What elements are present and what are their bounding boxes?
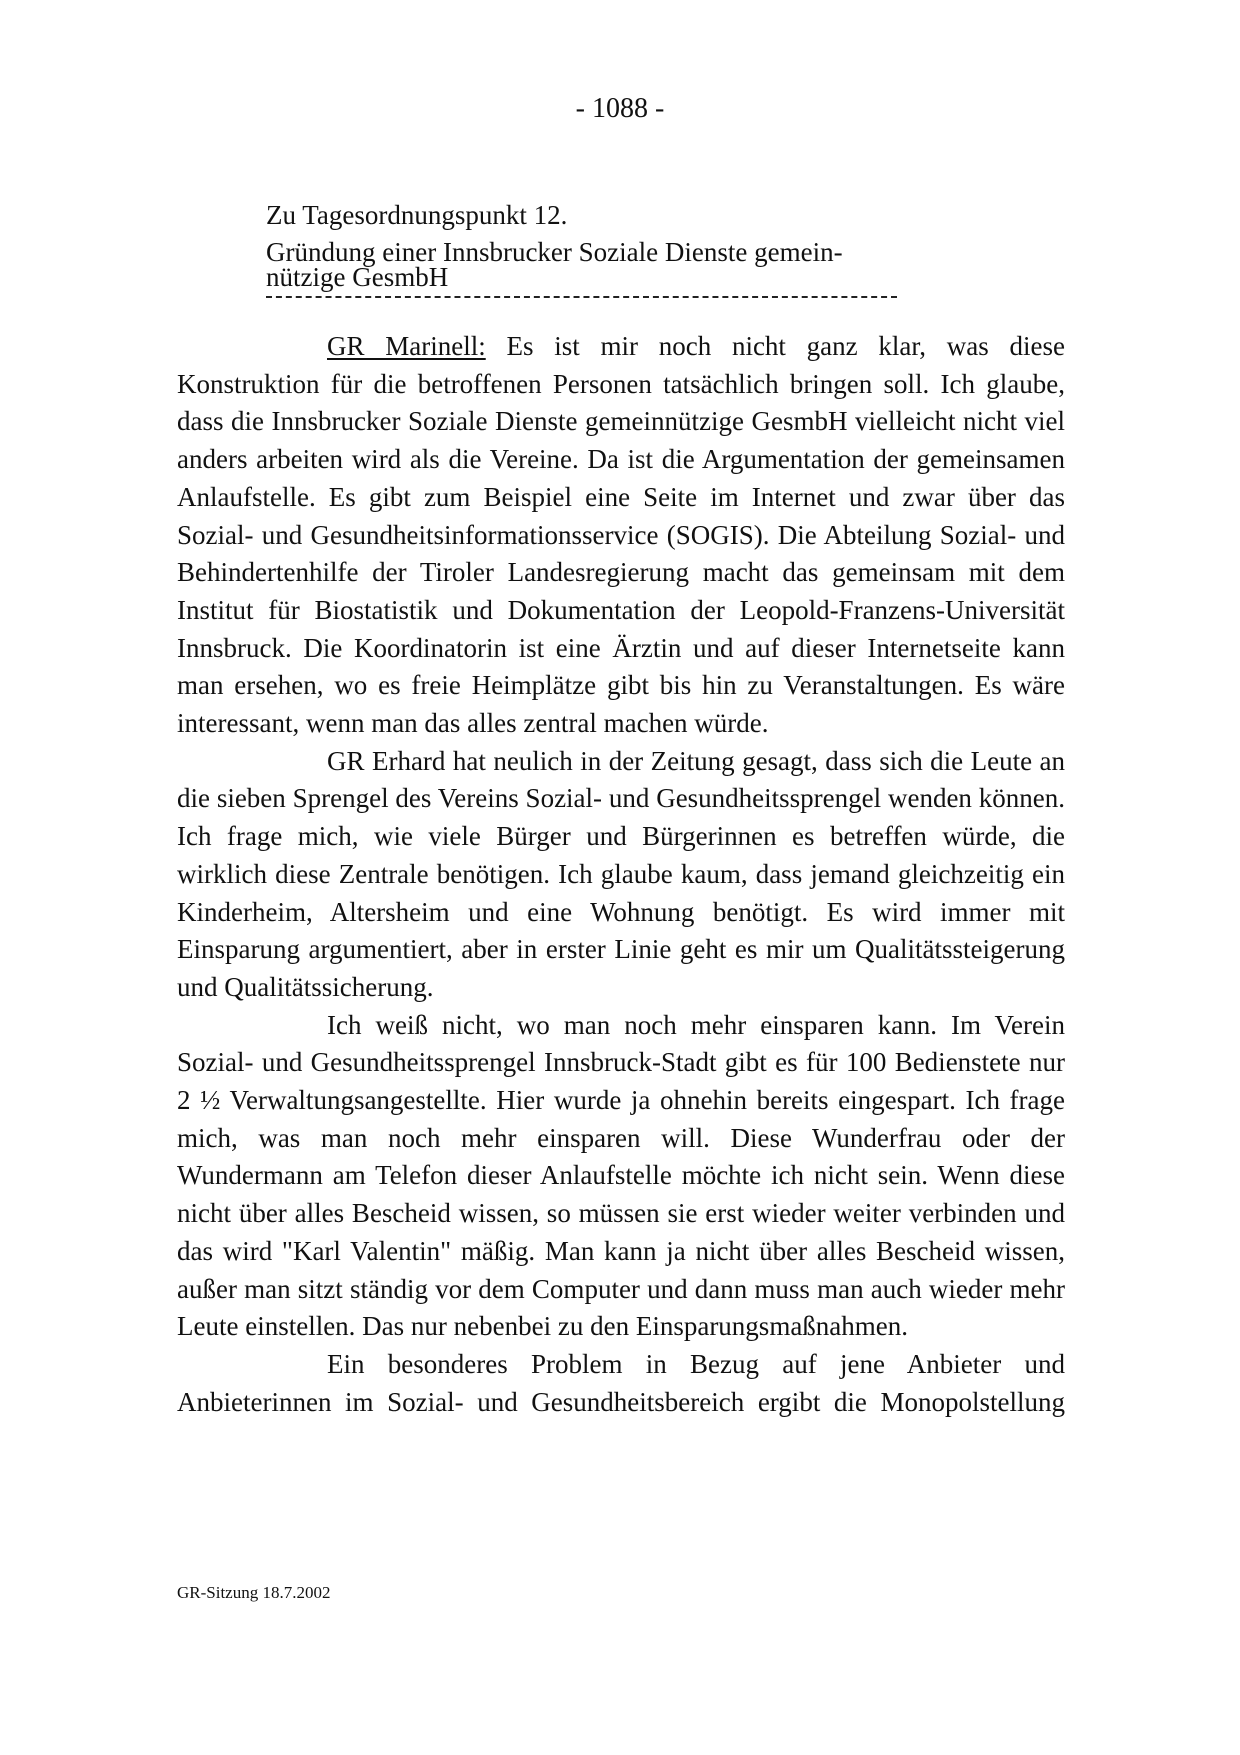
agenda-title <box>266 237 966 292</box>
paragraph-3: Ich weiß nicht, wo man noch mehr einsparen kann. Im Verein Sozial- und Gesundheitssprengel Innsbruck-Stadt gibt es für 100 Bedienstete nur 2 ½ Verwaltungsangestellte. Hier wurde ja ohnehin bereits eingespart. Ich frage mich, was man noch mehr einsparen will. Diese Wunderfrau oder der Wundermann am Telefon dieser Anlaufstelle möchte ich nicht sein. Wenn diese nicht über alles Bescheid wissen, so müssen sie erst wieder weiter verbinden und das wird "Karl Valentin" mäßig. Man kann ja nicht über alles Bescheid wissen, außer man sitzt ständig vor dem Computer und dann muss man auch wieder mehr Leute einstellen. Das nur nebenbei zu den Einsparungsmaßnahmen. <box>177 1009 1065 1342</box>
dashed-separator <box>266 296 897 298</box>
speaker-name: GR Marinell: <box>327 331 486 361</box>
paragraph-4: Ein besonderes Problem in Bezug auf jene Anbieter und Anbieterinnen im Sozial- und Gesundheitsbereich ergibt die Monopolstellung <box>177 1348 1065 1417</box>
paragraph-1 <box>177 328 1065 743</box>
page-footer: GR-Sitzung 18.7.2002 <box>177 1583 331 1602</box>
agenda-title-text: Gründung einer Innsbrucker Soziale Dienste gemein- nützige GesmbH <box>266 237 843 292</box>
agenda-item: Zu Tagesordnungspunkt 12. <box>266 200 568 230</box>
agenda-heading <box>266 198 966 298</box>
transcript-body <box>177 328 1065 1421</box>
paragraph-2: GR Erhard hat neulich in der Zeitung gesagt, dass sich die Leute an die sieben Sprengel des Vereins Sozial- und Gesundheitssprengel wenden können. Ich frage mich, wie viele Bürger und Bürgerinnen es betreffen würde, die wirklich diese Zentrale benötigen. Ich glaube kaum, dass jemand gleichzeitig ein Kinderheim, Altersheim und eine Wohnung benötigt. Es wird immer mit Einsparung argumentiert, aber in erster Linie geht es mir um Qualitätssteigerung und Qualitätssicherung. <box>177 745 1065 1002</box>
page-number: - 1088 - <box>575 93 665 124</box>
paragraph-1-text: Es ist mir noch nicht ganz klar, was diese Konstruktion für die betroffenen Personen tatsächlich bringen soll. Ich glaube, dass die Innsbrucker Soziale Dienste gemeinnützige GesmbH vielleicht nicht viel anders arbeiten wird als die Vereine. Da ist die Argumentation der gemeinsamen Anlaufstelle. Es gibt zum Beispiel eine Seite im Internet und zwar über das Sozial- und Gesundheitsinformationsservice (SOGIS). Die Abteilung Sozial- und Behindertenhilfe der Tiroler Landesregierung macht das gemeinsam mit dem Institut für Biostatistik und Dokumentation der Leopold-Franzens-Universität Innsbruck. Die Koordinatorin ist eine Ärztin und auf dieser Internetseite kann man ersehen, wo es freie Heimplätze gibt bis hin zu Veranstaltungen. Es wäre interessant, wenn man das alles zentral machen würde. <box>177 331 1065 739</box>
